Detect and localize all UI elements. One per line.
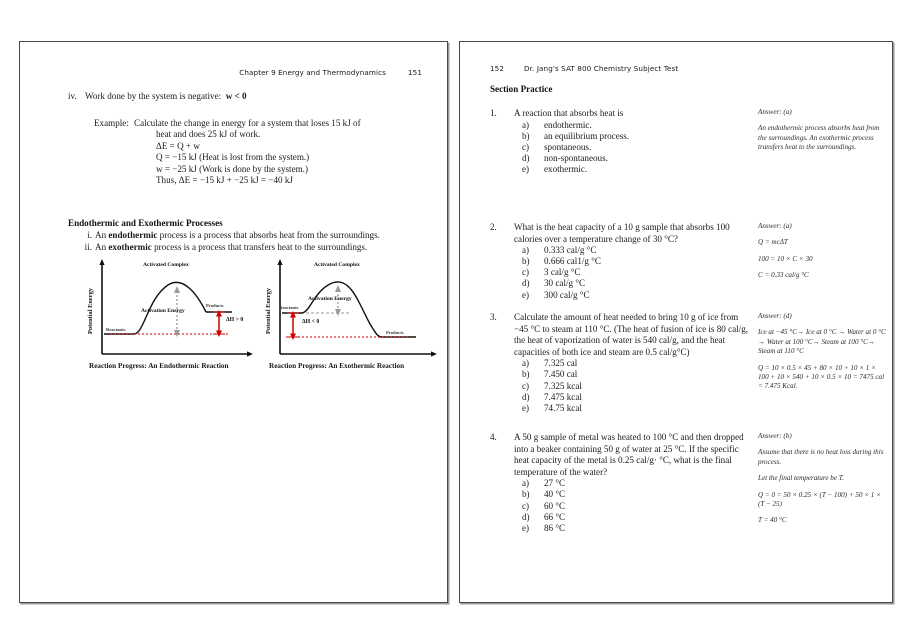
endothermic-y-axis-label: Potential Energy <box>87 288 94 334</box>
left-header-chapter: Chapter 9 Energy and Thermodynamics <box>239 68 386 77</box>
right-header-book-title: Dr. Jang's SAT 800 Chemistry Subject Test <box>524 64 679 73</box>
exothermic-caption: Reaction Progress: An Exothermic Reaction <box>269 362 405 370</box>
option[interactable] <box>514 290 764 301</box>
option-text: 0.666 cal1/g °C <box>544 256 601 267</box>
left-header-page-number: 151 <box>407 68 422 77</box>
question-2-stem: What is the heat capacity of a 10 g sample that absorbs 100 calories over a temperature change of 30 °C? <box>514 222 730 244</box>
option-text: 74.75 kcal <box>544 402 582 413</box>
option-text: 7.475 kcal <box>544 391 582 402</box>
answer-paragraph: An endothermic process absorbs heat from the surroundings. An exothermic process transfers heat to the surroundings. <box>758 124 880 152</box>
list-item-bold: exothermic <box>108 242 152 253</box>
question-4-stem: A 50 g sample of metal was heated to 100 °C and then dropped into a beaker containing 50 g of water at 25 °C. If the specific heat capacity of the metal is 0.25 cal/g· °C, what is the final temperature of the water? <box>514 432 744 477</box>
option-text: 7.325 kcal <box>544 380 582 391</box>
answer-paragraph: T = 40 °C <box>758 516 787 525</box>
exothermic-products-label: Products <box>386 330 404 335</box>
option[interactable] <box>514 164 764 175</box>
question-4-number: 4. <box>490 432 497 442</box>
endothermic-products-label: Products <box>206 303 224 308</box>
option[interactable] <box>514 489 764 500</box>
option-text: 7.325 cal <box>544 358 578 369</box>
question-3 <box>490 312 890 414</box>
example-line-6: Thus, ΔE = −15 kJ + −25 kJ = −40 kJ <box>156 175 293 186</box>
endothermic-activation-energy-label: Activation Energy <box>141 308 185 314</box>
question-4-options <box>514 478 764 533</box>
list-item-post: process is a process that absorbs heat from the surroundings. <box>157 230 380 240</box>
list-item-pre: An <box>95 242 109 253</box>
option[interactable] <box>514 392 764 403</box>
option-letter: e) <box>522 522 530 533</box>
figures-row <box>80 258 440 378</box>
option-letter: b) <box>522 489 530 500</box>
list-item-post: process is a process that transfers heat to the surroundings. <box>151 242 368 253</box>
option-letter: a) <box>522 119 530 130</box>
question-3-number: 3. <box>490 312 497 322</box>
option-text: 30 cal/g °C <box>544 278 586 289</box>
list-item-bold: endothermic <box>108 230 158 240</box>
question-3-options <box>514 358 764 413</box>
answer-paragraph: C = 0.33 cal/g °C <box>758 271 809 280</box>
answer-paragraph: Assume that there is no heat loss during this process. <box>758 448 884 466</box>
option-text: an equilibrium process. <box>544 130 630 141</box>
option[interactable] <box>514 142 764 153</box>
question-1 <box>490 108 890 175</box>
option[interactable] <box>514 369 764 380</box>
answer-paragraph: Let the final temperature be T. <box>758 474 844 483</box>
answer-paragraph: Q = mcΔT <box>758 238 788 247</box>
option-letter: b) <box>522 130 530 141</box>
question-4-answer <box>758 432 888 526</box>
practice-heading: Section Practice <box>490 84 553 94</box>
figure-endothermic <box>80 258 255 368</box>
figure-exothermic <box>258 258 440 368</box>
exothermic-activation-energy-label: Activation Energy <box>308 296 352 302</box>
answer-label: Answer: (a) <box>758 222 792 230</box>
option-text: 40 °C <box>544 489 566 500</box>
question-1-options <box>514 120 764 175</box>
question-3-stem: Calculate the amount of heat needed to bring 10 g of ice from −45 °C to steam at 110 °C. (The heat of fusion of ice is 80 cal/g, the heat of vaporization of water is 540 cal/g, and the heat capacities of both ice and steam are 0.5 cal/g°C) <box>514 312 749 357</box>
item-iv-marker: iv. <box>68 91 77 101</box>
option[interactable] <box>514 245 764 256</box>
example-line-1: Calculate the change in energy for a system that loses 15 kJ of <box>134 118 361 128</box>
option[interactable] <box>514 512 764 523</box>
option[interactable] <box>514 256 764 267</box>
answer-label: Answer: (b) <box>758 432 792 440</box>
option[interactable] <box>514 403 764 414</box>
list-item-marker: ii. <box>84 242 92 253</box>
answer-paragraph: 100 = 10 × C × 30 <box>758 254 813 263</box>
option-letter: c) <box>522 267 530 278</box>
option-letter: e) <box>522 402 530 413</box>
question-2-answer <box>758 222 888 281</box>
option-letter: e) <box>522 163 530 174</box>
answer-paragraph: Q = 10 × 0.5 × 45 + 80 × 10 + 10 × 1 × 100 + 10 × 540 + 10 × 0.5 × 10 = 7475 cal = 7.475 Kcal. <box>758 363 885 391</box>
list-item <box>74 230 414 241</box>
option[interactable] <box>514 278 764 289</box>
question-1-answer <box>758 108 888 153</box>
exothermic-y-axis-label: Potential Energy <box>265 288 272 334</box>
endothermic-delta-h-label: ΔH > 0 <box>226 317 244 323</box>
option-text: 66 °C <box>544 511 566 522</box>
option[interactable] <box>514 131 764 142</box>
endothermic-activated-complex-label: Activated Complex <box>143 262 189 268</box>
option[interactable] <box>514 478 764 489</box>
item-iv-bold: w < 0 <box>225 91 247 101</box>
option-letter: c) <box>522 141 530 152</box>
option[interactable] <box>514 267 764 278</box>
right-page-header <box>490 64 678 73</box>
example-line-3: ΔE = Q + w <box>156 140 200 151</box>
example-block <box>94 118 424 186</box>
option-text: 3 cal/g °C <box>544 267 581 278</box>
option-letter: d) <box>522 152 530 163</box>
option-letter: c) <box>522 500 530 511</box>
option-text: spontaneous. <box>544 141 592 152</box>
endothermic-caption: Reaction Progress: An Endothermic Reaction <box>89 362 229 370</box>
exothermic-diagram-svg <box>258 258 440 363</box>
question-2-options <box>514 245 764 300</box>
page-left <box>19 41 448 603</box>
item-iv <box>68 91 408 101</box>
page-right <box>459 41 893 603</box>
section-heading: Endothermic and Exothermic Processes <box>68 218 223 228</box>
answer-label: Answer: (d) <box>758 312 792 320</box>
option-text: 86 °C <box>544 522 566 533</box>
option-letter: a) <box>522 245 530 256</box>
example-line-5: w = −25 kJ (Work is done by the system.) <box>156 163 308 174</box>
process-list <box>74 230 414 255</box>
option-letter: b) <box>522 369 530 380</box>
option[interactable] <box>514 381 764 392</box>
option-text: 300 cal/g °C <box>544 289 590 300</box>
question-3-answer <box>758 312 888 392</box>
item-iv-text: Work done by the system is negative: <box>85 91 222 101</box>
left-page-header <box>20 68 447 77</box>
answer-label: Answer: (a) <box>758 108 792 116</box>
option-text: non-spontaneous. <box>544 152 608 163</box>
endothermic-reactants-label: Reactants <box>106 327 126 332</box>
option[interactable] <box>514 358 764 369</box>
list-item-marker: i. <box>87 230 92 240</box>
question-2-number: 2. <box>490 222 497 232</box>
example-label: Example: <box>94 118 129 128</box>
option-text: exothermic. <box>544 163 588 174</box>
option-letter: a) <box>522 358 530 369</box>
answer-paragraph: Ice at −45 °C→ Ice at 0 °C → Water at 0 °C → Water at 100 °C→ Steam at 100 °C→ Steam at 110 °C <box>758 328 886 356</box>
list-item-pre: An <box>95 230 109 240</box>
option-text: 60 °C <box>544 500 566 511</box>
option-letter: d) <box>522 391 530 402</box>
option-text: 7.450 cal <box>544 369 578 380</box>
option-letter: d) <box>522 511 530 522</box>
list-item <box>74 242 414 253</box>
option-letter: a) <box>522 478 530 489</box>
option-letter: b) <box>522 256 530 267</box>
example-line-2: heat and does 25 kJ of work. <box>156 129 261 140</box>
exothermic-activated-complex-label: Activated Complex <box>314 262 360 268</box>
option[interactable] <box>514 501 764 512</box>
question-4 <box>490 432 890 534</box>
question-1-stem: A reaction that absorbs heat is <box>514 108 624 118</box>
option-text: 27 °C <box>544 478 566 489</box>
option[interactable] <box>514 153 764 164</box>
right-header-page-number: 152 <box>490 64 505 73</box>
option-letter: c) <box>522 380 530 391</box>
answer-paragraph: Q = 0 = 50 × 0.25 × (T − 100) + 50 × 1 × (T − 25) <box>758 490 881 509</box>
option-letter: d) <box>522 278 530 289</box>
exothermic-reactants-label: Reactants <box>279 305 299 310</box>
question-1-number: 1. <box>490 108 497 118</box>
option-text: 0.333 cal/g °C <box>544 245 597 256</box>
option-letter: e) <box>522 289 530 300</box>
option[interactable] <box>514 120 764 131</box>
option[interactable] <box>514 523 764 534</box>
option-text: endothermic. <box>544 119 592 130</box>
exothermic-delta-h-label: ΔH < 0 <box>302 319 320 325</box>
example-line-4: Q = −15 kJ (Heat is lost from the system.) <box>156 152 310 163</box>
question-2 <box>490 222 890 301</box>
